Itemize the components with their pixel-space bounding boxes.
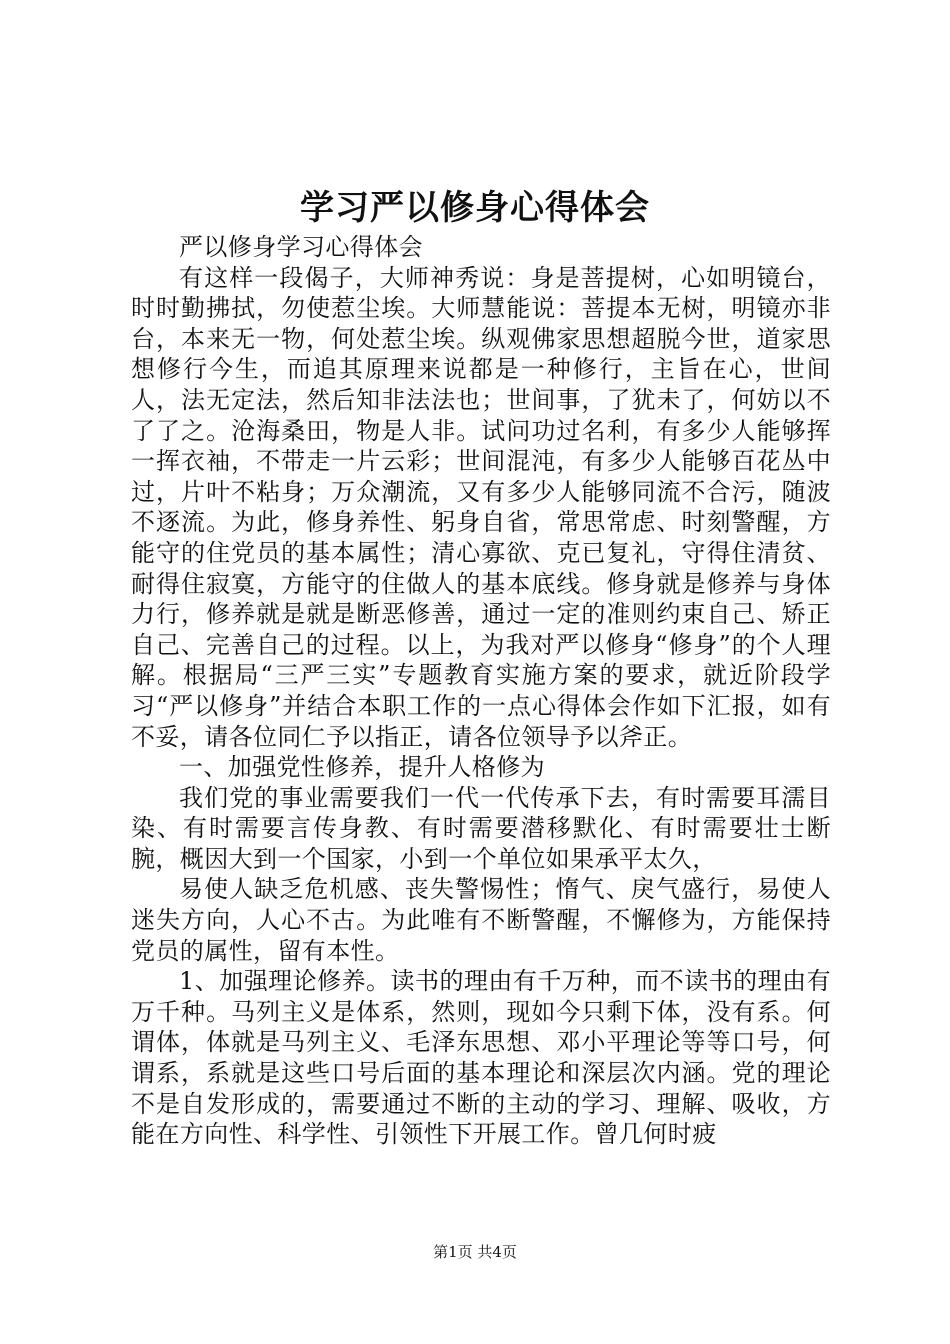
paragraph-vigilance: 易使人缺乏危机感、丧失警惕性；惰气、戾气盛行，易使人迷失方向，人心不古。为此唯有不断警醒，不懈修为，方能保持党员的属性，留有本性。 — [131, 875, 831, 965]
paragraph-theory-study: 1、加强理论修养。读书的理由有千万种，而不读书的理由有万千种。马列主义是体系，然则，现如今只剩下体，没有系。何谓体，体就是马列主义、毛泽东思想、邓小平理论等等口号，何谓系，系就是这些口号后面的基本理论和深层次内涵。党的理论不是自发形成的，需要通过不断的主动的学习、理解、吸收，方能在方向性、科学性、引领性下开展工作。曾几何时疲 — [131, 967, 831, 1149]
paragraph-subtitle: 严以修身学习心得体会 — [179, 233, 423, 261]
document-title: 学习严以修身心得体会 — [300, 188, 650, 228]
document-body — [131, 232, 831, 1150]
paragraph-party-cause: 我们党的事业需要我们一代一代传承下去，有时需要耳濡目染、有时需要言传身教、有时需要潜移默化、有时需要壮士断腕，概因大到一个国家，小到一个单位如果承平太久， — [131, 783, 831, 873]
paragraph-intro: 有这样一段偈子，大师神秀说：身是菩提树，心如明镜台，时时勤拂拭，勿使惹尘埃。大师慧能说：菩提本无树，明镜亦非台，本来无一物，何处惹尘埃。纵观佛家思想超脱今世，道家思想修行今生，而追其原理来说都是一种修行，主旨在心，世间人，法无定法，然后知非法法也；世间事，了犹未了，何妨以不了了之。沧海桑田，物是人非。试问功过名利，有多少人能够挥一挥衣袖，不带走一片云彩；世间混沌，有多少人能够百花丛中过，片叶不粘身；万众潮流，又有多少人能够同流不合污，随波不逐流。为此，修身养性、躬身自省，常思常虑、时刻警醒，方能守的住党员的基本属性；清心寡欲、克已复礼，守得住清贫、耐得住寂寞，方能守的住做人的基本底线。修身就是修养与身体力行，修养就是就是断恶修善，通过一定的准则约束自己、矫正自己、完善自己的过程。以上，为我对严以修身“修身”的个人理解。根据局“三严三实”专题教育实施方案的要求，就近阶段学习“严以修身”并结合本职工作的一点心得体会作如下汇报，如有不妥，请各位同仁予以指正，请各位领导予以斧正。 — [131, 263, 831, 751]
page-footer: 第1页 共4页 — [433, 1243, 517, 1261]
section-heading-1: 一、加强党性修养，提升人格修为 — [179, 753, 545, 782]
